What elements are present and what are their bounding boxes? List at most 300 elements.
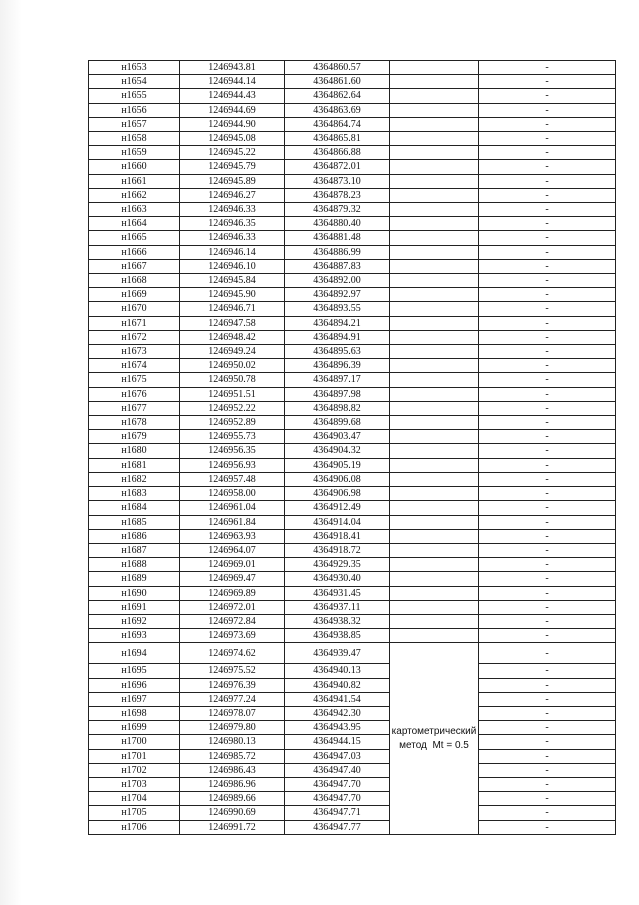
point-id-cell: н1662 [89, 188, 180, 202]
x-coordinate-cell: 1246969.89 [180, 586, 285, 600]
point-id-cell: н1692 [89, 614, 180, 628]
point-id-cell: н1697 [89, 692, 180, 706]
method-cell-empty [390, 188, 479, 202]
y-coordinate-cell: 4364931.45 [285, 586, 390, 600]
point-id-cell: н1674 [89, 359, 180, 373]
point-id-cell: н1685 [89, 515, 180, 529]
x-coordinate-cell: 1246946.35 [180, 217, 285, 231]
y-coordinate-cell: 4364938.32 [285, 614, 390, 628]
value-dash-cell: - [479, 629, 616, 643]
method-cell-empty [390, 401, 479, 415]
y-coordinate-cell: 4364941.54 [285, 692, 390, 706]
value-dash-cell: - [479, 572, 616, 586]
x-coordinate-cell: 1246950.78 [180, 373, 285, 387]
point-id-cell: н1701 [89, 749, 180, 763]
x-coordinate-cell: 1246946.71 [180, 302, 285, 316]
value-dash-cell: - [479, 600, 616, 614]
point-id-cell: н1663 [89, 203, 180, 217]
value-dash-cell: - [479, 188, 616, 202]
y-coordinate-cell: 4364940.82 [285, 678, 390, 692]
method-cell-empty [390, 274, 479, 288]
table-row [89, 529, 616, 543]
y-coordinate-cell: 4364886.99 [285, 245, 390, 259]
table-row [89, 401, 616, 415]
table-row [89, 749, 616, 763]
x-coordinate-cell: 1246951.51 [180, 387, 285, 401]
table-row [89, 792, 616, 806]
x-coordinate-cell: 1246963.93 [180, 529, 285, 543]
method-cell-empty [390, 231, 479, 245]
point-id-cell: н1706 [89, 820, 180, 834]
table-row [89, 763, 616, 777]
value-dash-cell: - [479, 806, 616, 820]
point-id-cell: н1696 [89, 678, 180, 692]
method-cell-empty [390, 359, 479, 373]
y-coordinate-cell: 4364878.23 [285, 188, 390, 202]
x-coordinate-cell: 1246945.84 [180, 274, 285, 288]
point-id-cell: н1677 [89, 401, 180, 415]
y-coordinate-cell: 4364905.19 [285, 458, 390, 472]
table-row [89, 387, 616, 401]
x-coordinate-cell: 1246946.33 [180, 203, 285, 217]
point-id-cell: н1659 [89, 146, 180, 160]
value-dash-cell: - [479, 146, 616, 160]
value-dash-cell: - [479, 160, 616, 174]
value-dash-cell: - [479, 430, 616, 444]
table-row [89, 174, 616, 188]
x-coordinate-cell: 1246964.07 [180, 543, 285, 557]
method-cell-empty [390, 75, 479, 89]
table-row [89, 146, 616, 160]
point-id-cell: н1691 [89, 600, 180, 614]
x-coordinate-cell: 1246975.52 [180, 664, 285, 678]
table-row [89, 103, 616, 117]
method-cell-empty [390, 558, 479, 572]
x-coordinate-cell: 1246946.10 [180, 259, 285, 273]
table-row [89, 274, 616, 288]
table-row [89, 288, 616, 302]
value-dash-cell: - [479, 132, 616, 146]
method-cell-empty [390, 174, 479, 188]
x-coordinate-cell: 1246956.35 [180, 444, 285, 458]
table-row [89, 330, 616, 344]
y-coordinate-cell: 4364947.40 [285, 763, 390, 777]
y-coordinate-cell: 4364897.98 [285, 387, 390, 401]
point-id-cell: н1702 [89, 763, 180, 777]
table-row [89, 430, 616, 444]
x-coordinate-cell: 1246946.33 [180, 231, 285, 245]
table-row [89, 586, 616, 600]
x-coordinate-cell: 1246946.27 [180, 188, 285, 202]
value-dash-cell: - [479, 345, 616, 359]
value-dash-cell: - [479, 614, 616, 628]
point-id-cell: н1656 [89, 103, 180, 117]
value-dash-cell: - [479, 472, 616, 486]
method-cell-empty [390, 146, 479, 160]
x-coordinate-cell: 1246944.69 [180, 103, 285, 117]
point-id-cell: н1690 [89, 586, 180, 600]
y-coordinate-cell: 4364865.81 [285, 132, 390, 146]
point-id-cell: н1665 [89, 231, 180, 245]
value-dash-cell: - [479, 75, 616, 89]
table-row [89, 806, 616, 820]
x-coordinate-cell: 1246945.89 [180, 174, 285, 188]
x-coordinate-cell: 1246948.42 [180, 330, 285, 344]
y-coordinate-cell: 4364947.71 [285, 806, 390, 820]
y-coordinate-cell: 4364914.04 [285, 515, 390, 529]
method-cell-empty [390, 629, 479, 643]
value-dash-cell: - [479, 61, 616, 75]
point-id-cell: н1672 [89, 330, 180, 344]
x-coordinate-cell: 1246944.43 [180, 89, 285, 103]
value-dash-cell: - [479, 487, 616, 501]
point-id-cell: н1689 [89, 572, 180, 586]
table-row [89, 132, 616, 146]
point-id-cell: н1675 [89, 373, 180, 387]
table-row [89, 302, 616, 316]
method-cell-empty [390, 132, 479, 146]
point-id-cell: н1680 [89, 444, 180, 458]
table-row [89, 572, 616, 586]
method-cell-empty [390, 117, 479, 131]
y-coordinate-cell: 4364892.00 [285, 274, 390, 288]
y-coordinate-cell: 4364861.60 [285, 75, 390, 89]
y-coordinate-cell: 4364942.30 [285, 706, 390, 720]
method-cell-empty [390, 345, 479, 359]
point-id-cell: н1679 [89, 430, 180, 444]
value-dash-cell: - [479, 706, 616, 720]
method-cell-empty [390, 416, 479, 430]
x-coordinate-cell: 1246979.80 [180, 721, 285, 735]
x-coordinate-cell: 1246945.22 [180, 146, 285, 160]
method-cell-empty [390, 203, 479, 217]
table-row [89, 245, 616, 259]
table-row [89, 89, 616, 103]
table-row [89, 259, 616, 273]
x-coordinate-cell: 1246972.01 [180, 600, 285, 614]
x-coordinate-cell: 1246943.81 [180, 61, 285, 75]
table-row [89, 692, 616, 706]
point-id-cell: н1695 [89, 664, 180, 678]
table-row [89, 416, 616, 430]
value-dash-cell: - [479, 529, 616, 543]
point-id-cell: н1673 [89, 345, 180, 359]
value-dash-cell: - [479, 401, 616, 415]
y-coordinate-cell: 4364947.77 [285, 820, 390, 834]
x-coordinate-cell: 1246958.00 [180, 487, 285, 501]
point-id-cell: н1666 [89, 245, 180, 259]
method-cell-empty [390, 614, 479, 628]
table-row [89, 501, 616, 515]
value-dash-cell: - [479, 274, 616, 288]
table-row [89, 820, 616, 834]
method-cell-empty [390, 515, 479, 529]
x-coordinate-cell: 1246950.02 [180, 359, 285, 373]
method-cell-empty [390, 444, 479, 458]
y-coordinate-cell: 4364930.40 [285, 572, 390, 586]
y-coordinate-cell: 4364860.57 [285, 61, 390, 75]
value-dash-cell: - [479, 586, 616, 600]
point-id-cell: н1699 [89, 721, 180, 735]
method-cell-empty [390, 387, 479, 401]
point-id-cell: н1664 [89, 217, 180, 231]
y-coordinate-cell: 4364937.11 [285, 600, 390, 614]
point-id-cell: н1682 [89, 472, 180, 486]
point-id-cell: н1654 [89, 75, 180, 89]
method-cell-empty [390, 472, 479, 486]
value-dash-cell: - [479, 330, 616, 344]
y-coordinate-cell: 4364929.35 [285, 558, 390, 572]
method-cell-empty [390, 103, 479, 117]
x-coordinate-cell: 1246974.62 [180, 643, 285, 664]
point-id-cell: н1660 [89, 160, 180, 174]
x-coordinate-cell: 1246945.90 [180, 288, 285, 302]
y-coordinate-cell: 4364947.70 [285, 792, 390, 806]
x-coordinate-cell: 1246961.84 [180, 515, 285, 529]
x-coordinate-cell: 1246985.72 [180, 749, 285, 763]
point-id-cell: н1681 [89, 458, 180, 472]
y-coordinate-cell: 4364912.49 [285, 501, 390, 515]
value-dash-cell: - [479, 692, 616, 706]
method-cell-empty [390, 373, 479, 387]
value-dash-cell: - [479, 174, 616, 188]
value-dash-cell: - [479, 203, 616, 217]
table-row [89, 678, 616, 692]
table-row [89, 706, 616, 720]
point-id-cell: н1698 [89, 706, 180, 720]
table-row [89, 558, 616, 572]
point-id-cell: н1694 [89, 643, 180, 664]
method-cell-empty [390, 586, 479, 600]
y-coordinate-cell: 4364940.13 [285, 664, 390, 678]
x-coordinate-cell: 1246946.14 [180, 245, 285, 259]
x-coordinate-cell: 1246977.24 [180, 692, 285, 706]
y-coordinate-cell: 4364872.01 [285, 160, 390, 174]
table-row [89, 188, 616, 202]
value-dash-cell: - [479, 416, 616, 430]
value-dash-cell: - [479, 316, 616, 330]
table-row [89, 373, 616, 387]
x-coordinate-cell: 1246973.69 [180, 629, 285, 643]
value-dash-cell: - [479, 643, 616, 664]
y-coordinate-cell: 4364873.10 [285, 174, 390, 188]
x-coordinate-cell: 1246990.69 [180, 806, 285, 820]
value-dash-cell: - [479, 515, 616, 529]
x-coordinate-cell: 1246945.79 [180, 160, 285, 174]
method-cell-empty [390, 160, 479, 174]
method-cell-empty [390, 458, 479, 472]
table-row [89, 515, 616, 529]
measurement-method-cell [390, 643, 479, 834]
table-row [89, 61, 616, 75]
method-cell-empty [390, 600, 479, 614]
x-coordinate-cell: 1246957.48 [180, 472, 285, 486]
x-coordinate-cell: 1246969.01 [180, 558, 285, 572]
point-id-cell: н1683 [89, 487, 180, 501]
x-coordinate-cell: 1246944.14 [180, 75, 285, 89]
table-row [89, 345, 616, 359]
y-coordinate-cell: 4364918.41 [285, 529, 390, 543]
y-coordinate-cell: 4364906.08 [285, 472, 390, 486]
value-dash-cell: - [479, 259, 616, 273]
value-dash-cell: - [479, 89, 616, 103]
y-coordinate-cell: 4364899.68 [285, 416, 390, 430]
value-dash-cell: - [479, 359, 616, 373]
x-coordinate-cell: 1246949.24 [180, 345, 285, 359]
y-coordinate-cell: 4364939.47 [285, 643, 390, 664]
method-cell-empty [390, 572, 479, 586]
point-id-cell: н1693 [89, 629, 180, 643]
value-dash-cell: - [479, 678, 616, 692]
value-dash-cell: - [479, 217, 616, 231]
x-coordinate-cell: 1246986.43 [180, 763, 285, 777]
table-row [89, 160, 616, 174]
table-row [89, 316, 616, 330]
table-row [89, 777, 616, 791]
point-id-cell: н1700 [89, 735, 180, 749]
x-coordinate-cell: 1246947.58 [180, 316, 285, 330]
point-id-cell: н1658 [89, 132, 180, 146]
point-id-cell: н1655 [89, 89, 180, 103]
y-coordinate-cell: 4364944.15 [285, 735, 390, 749]
table-row [89, 444, 616, 458]
x-coordinate-cell: 1246952.89 [180, 416, 285, 430]
table-row [89, 600, 616, 614]
value-dash-cell: - [479, 721, 616, 735]
scan-edge-shadow [0, 0, 22, 905]
value-dash-cell: - [479, 458, 616, 472]
value-dash-cell: - [479, 749, 616, 763]
value-dash-cell: - [479, 820, 616, 834]
table-row [89, 721, 616, 735]
coordinates-table-body [89, 61, 616, 835]
method-cell-empty [390, 245, 479, 259]
method-cell-empty [390, 487, 479, 501]
point-id-cell: н1669 [89, 288, 180, 302]
y-coordinate-cell: 4364893.55 [285, 302, 390, 316]
value-dash-cell: - [479, 664, 616, 678]
value-dash-cell: - [479, 387, 616, 401]
x-coordinate-cell: 1246961.04 [180, 501, 285, 515]
x-coordinate-cell: 1246972.84 [180, 614, 285, 628]
x-coordinate-cell: 1246969.47 [180, 572, 285, 586]
table-row [89, 543, 616, 557]
y-coordinate-cell: 4364895.63 [285, 345, 390, 359]
y-coordinate-cell: 4364947.03 [285, 749, 390, 763]
point-id-cell: н1670 [89, 302, 180, 316]
x-coordinate-cell: 1246976.39 [180, 678, 285, 692]
value-dash-cell: - [479, 245, 616, 259]
method-name: картометрический [391, 726, 477, 738]
x-coordinate-cell: 1246956.93 [180, 458, 285, 472]
value-dash-cell: - [479, 231, 616, 245]
y-coordinate-cell: 4364863.69 [285, 103, 390, 117]
point-id-cell: н1657 [89, 117, 180, 131]
method-cell-empty [390, 89, 479, 103]
value-dash-cell: - [479, 373, 616, 387]
value-dash-cell: - [479, 501, 616, 515]
value-dash-cell: - [479, 735, 616, 749]
y-coordinate-cell: 4364903.47 [285, 430, 390, 444]
point-id-cell: н1671 [89, 316, 180, 330]
point-id-cell: н1703 [89, 777, 180, 791]
y-coordinate-cell: 4364894.91 [285, 330, 390, 344]
value-dash-cell: - [479, 103, 616, 117]
x-coordinate-cell: 1246945.08 [180, 132, 285, 146]
method-cell-empty [390, 259, 479, 273]
method-cell-empty [390, 316, 479, 330]
table-row [89, 629, 616, 643]
y-coordinate-cell: 4364866.88 [285, 146, 390, 160]
method-cell-empty [390, 288, 479, 302]
y-coordinate-cell: 4364906.98 [285, 487, 390, 501]
table-row [89, 643, 616, 664]
point-id-cell: н1704 [89, 792, 180, 806]
x-coordinate-cell: 1246991.72 [180, 820, 285, 834]
y-coordinate-cell: 4364864.74 [285, 117, 390, 131]
point-id-cell: н1687 [89, 543, 180, 557]
point-id-cell: н1686 [89, 529, 180, 543]
y-coordinate-cell: 4364894.21 [285, 316, 390, 330]
point-id-cell: н1676 [89, 387, 180, 401]
point-id-cell: н1678 [89, 416, 180, 430]
method-cell-empty [390, 501, 479, 515]
value-dash-cell: - [479, 117, 616, 131]
method-cell-empty [390, 61, 479, 75]
value-dash-cell: - [479, 763, 616, 777]
y-coordinate-cell: 4364862.64 [285, 89, 390, 103]
table-row [89, 664, 616, 678]
method-cell-empty [390, 217, 479, 231]
method-cell-empty [390, 302, 479, 316]
x-coordinate-cell: 1246955.73 [180, 430, 285, 444]
x-coordinate-cell: 1246986.96 [180, 777, 285, 791]
y-coordinate-cell: 4364896.39 [285, 359, 390, 373]
method-cell-empty [390, 543, 479, 557]
value-dash-cell: - [479, 777, 616, 791]
value-dash-cell: - [479, 558, 616, 572]
method-accuracy: метод Mt = 0.5 [399, 739, 469, 751]
point-id-cell: н1668 [89, 274, 180, 288]
table-row [89, 231, 616, 245]
value-dash-cell: - [479, 543, 616, 557]
y-coordinate-cell: 4364897.17 [285, 373, 390, 387]
x-coordinate-cell: 1246952.22 [180, 401, 285, 415]
y-coordinate-cell: 4364904.32 [285, 444, 390, 458]
y-coordinate-cell: 4364938.85 [285, 629, 390, 643]
method-cell-empty [390, 529, 479, 543]
y-coordinate-cell: 4364887.83 [285, 259, 390, 273]
y-coordinate-cell: 4364947.70 [285, 777, 390, 791]
table-row [89, 75, 616, 89]
table-row [89, 117, 616, 131]
table-row [89, 472, 616, 486]
table-row [89, 203, 616, 217]
x-coordinate-cell: 1246989.66 [180, 792, 285, 806]
point-id-cell: н1705 [89, 806, 180, 820]
value-dash-cell: - [479, 302, 616, 316]
table-row [89, 217, 616, 231]
y-coordinate-cell: 4364881.48 [285, 231, 390, 245]
method-cell-empty [390, 330, 479, 344]
x-coordinate-cell: 1246980.13 [180, 735, 285, 749]
point-id-cell: н1684 [89, 501, 180, 515]
table-row [89, 614, 616, 628]
y-coordinate-cell: 4364880.40 [285, 217, 390, 231]
y-coordinate-cell: 4364918.72 [285, 543, 390, 557]
x-coordinate-cell: 1246978.07 [180, 706, 285, 720]
value-dash-cell: - [479, 444, 616, 458]
